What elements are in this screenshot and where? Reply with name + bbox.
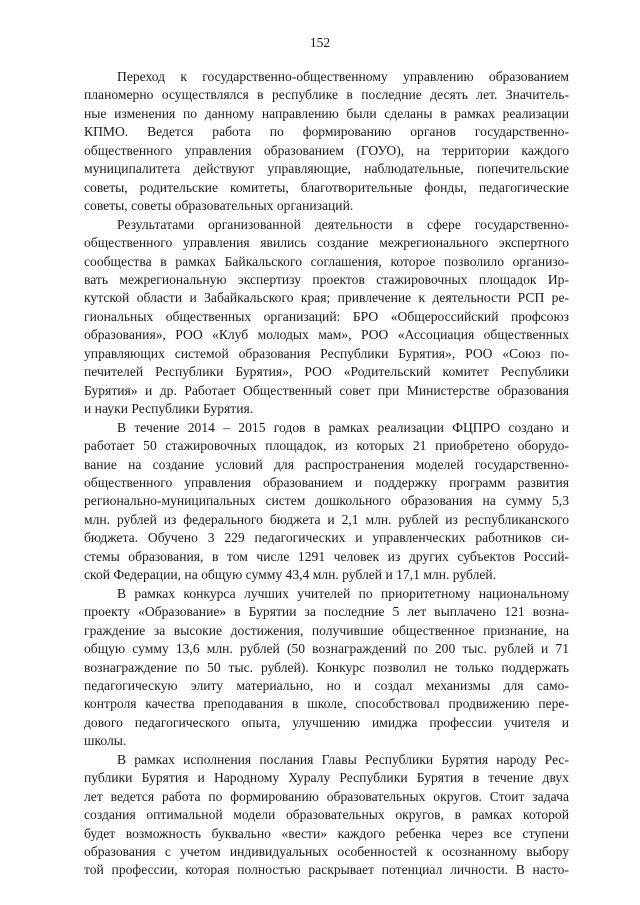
page-number: 152 <box>309 35 331 50</box>
text-line: граждение за высокие достижения, получившие общественное признание, на <box>84 622 569 638</box>
text-line: вание на создание условий для распространения моделей государственно- <box>84 456 569 472</box>
text-line: общественного управления образованием и поддержку программ развития <box>84 474 569 490</box>
text-line: планомерно осуществлялся в республике в последние десять лет. Значитель- <box>84 87 569 103</box>
text-line: стемы образования, в том числе 1291 человек из других субъектов Россий- <box>84 548 569 564</box>
text-line: образования с учетом индивидуальных особенностей к осознанному выбору <box>84 844 569 860</box>
text-line: вознаграждение по 50 тыс. рублей). Конкурс позволил не только поддержать <box>84 659 569 675</box>
text-line: В рамках конкурса лучших учителей по приоритетному национальному <box>117 585 569 601</box>
text-line: вать межрегиональную экспертизу проектов стажировочных площадок Ир- <box>84 271 569 287</box>
text-line: образования», РОО «Клуб молодых мам», РОО «Ассоциация общественных <box>84 327 569 343</box>
paragraph <box>84 585 569 751</box>
text-line: регионально-муниципальных систем дошкольного образования на сумму 5,3 <box>84 493 569 509</box>
text-line: будет возможность буквально «вести» каждого ребенка через все ступени <box>84 825 569 841</box>
text-line: сообщества в рамках Байкальского соглашения, которое позволило организо- <box>84 253 569 269</box>
text-line: дового педагогического опыта, улучшению имиджа профессии учителя и <box>84 714 569 730</box>
body-text <box>84 68 569 880</box>
text-line: советы, советы образовательных организаций. <box>84 198 354 214</box>
text-line: кутской области и Забайкальского края; привлечение к деятельности РСП ре- <box>84 290 569 306</box>
text-line: создания оптимальной модели образовательных округов, в рамках которой <box>84 807 569 823</box>
text-line: публики Бурятия и Народному Хуралу Республики Бурятия в течение двух <box>84 770 569 786</box>
text-line: Бурятия» и др. Работает Общественный совет при Министерстве образования <box>84 382 569 398</box>
text-line: бюджета. Обучено 3 229 педагогических и управленческих работников си- <box>84 530 569 546</box>
text-line: млн. рублей из федерального бюджета и 2,1 млн. рублей из республиканского <box>84 511 569 527</box>
text-line: общественного управления образованием (ГОУО), на территории каждого <box>84 142 569 158</box>
text-line: советы, родительские комитеты, благотворительные фонды, педагогические <box>84 179 569 195</box>
paragraph <box>84 68 569 216</box>
text-line: и науки Республики Бурятия. <box>84 401 254 417</box>
text-line: Переход к государственно-общественному управлению образованием <box>117 69 569 84</box>
text-line: ской Федерации, на общую сумму 43,4 млн. рублей и 17,1 млн. рублей. <box>84 567 497 583</box>
text-line: управляющих системой образования Республики Бурятия», РОО «Союз по- <box>84 345 569 361</box>
paragraph <box>84 751 569 880</box>
text-line: ные изменения по данному направлению были сделаны в рамках реализации <box>84 105 569 121</box>
text-line: В рамках исполнения послания Главы Республики Бурятия народу Рес- <box>117 751 569 767</box>
text-line: школы. <box>84 733 127 749</box>
text-line: работает 50 стажировочных площадок, из которых 21 приобретено оборудо- <box>84 438 569 454</box>
text-line: лет ведется работа по формированию образовательных округов. Стоит задача <box>84 788 569 804</box>
text-line: той профессии, которая полностью раскрывает потенциал личности. В насто- <box>84 862 569 878</box>
text-line: муниципалитета действуют управляющие, наблюдательные, попечительские <box>84 161 569 177</box>
text-line: общую сумму 13,6 млн. рублей (50 вознаграждений по 200 тыс. рублей и 71 <box>84 641 569 657</box>
paragraph <box>84 216 569 419</box>
paragraph <box>84 419 569 585</box>
text-line: контроля качества преподавания в школе, способствовал продвижению пере- <box>84 696 569 712</box>
text-line: Результатами организованной деятельности в сфере государственно- <box>117 216 569 232</box>
text-line: печителей Республики Бурятия», РОО «Родительский комитет Республики <box>84 364 569 380</box>
text-line: В течение 2014 – 2015 годов в рамках реализации ФЦПРО создано и <box>117 419 569 435</box>
text-line: проекту «Образование» в Бурятии за последние 5 лет выплачено 121 возна- <box>84 604 569 620</box>
text-line: общественного управления явились создание межрегионального экспертного <box>84 235 569 251</box>
text-line: гиональных общественных организаций: БРО «Общероссийский профсоюз <box>84 308 569 324</box>
text-line: педагогическую элиту материально, но и создал механизмы для само- <box>84 677 569 693</box>
text-line: КПМО. Ведется работа по формированию органов государственно- <box>84 124 569 140</box>
